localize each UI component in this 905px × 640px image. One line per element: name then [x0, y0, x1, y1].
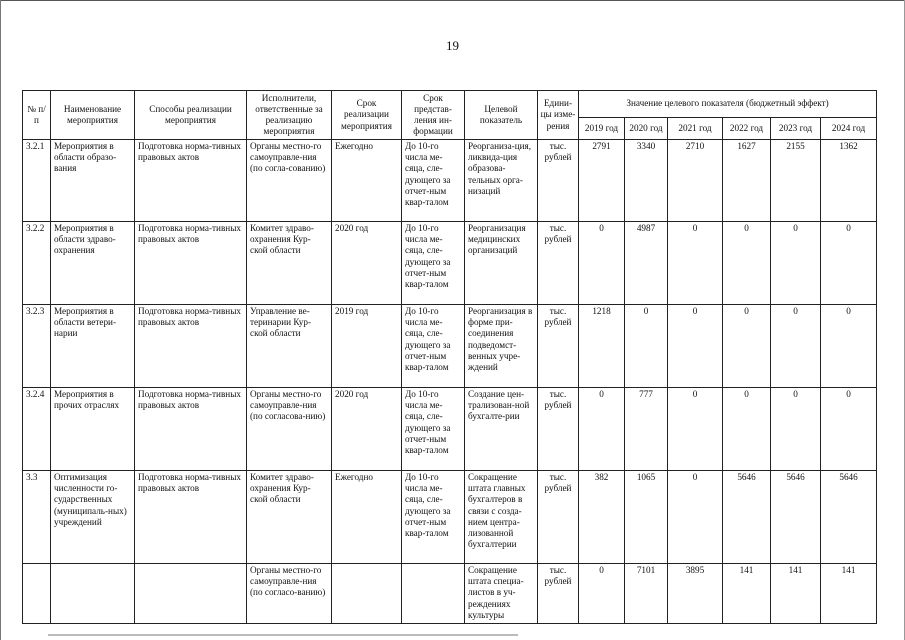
- row-unit: тыс. рублей: [538, 305, 579, 388]
- header-target: Целевой показатель: [465, 91, 538, 140]
- table-row: [23, 305, 877, 388]
- row-num: [23, 564, 51, 624]
- row-value-2021: 3895: [668, 564, 723, 624]
- row-num: 3.3: [23, 471, 51, 564]
- row-methods: [135, 564, 247, 624]
- row-value-2024: 1362: [821, 140, 877, 222]
- header-year: 2024 год: [821, 118, 877, 140]
- page-number: 19: [446, 38, 459, 53]
- row-value-2019: 1218: [579, 305, 625, 388]
- row-value-2023: 141: [771, 564, 821, 624]
- row-methods: Подготовка норма-тивных правовых актов: [135, 388, 247, 471]
- row-value-2024: 0: [821, 388, 877, 471]
- header-info-term: Срок представ-ления ин-формации: [402, 91, 465, 140]
- row-executors: Комитет здраво-охранения Кур-ской области: [247, 222, 332, 305]
- row-term: [332, 564, 402, 624]
- row-info-term: До 10-го числа ме-сяца, сле-дующего за отчет-ным квар-талом: [402, 140, 465, 222]
- row-value-2020: 7101: [625, 564, 668, 624]
- row-value-2019: 2791: [579, 140, 625, 222]
- row-target: Сокращение штата главных бухгалтеров в связи с созда-нием центра-лизованной бухгалтерии: [465, 471, 538, 564]
- row-term: 2020 год: [332, 388, 402, 471]
- row-name: Оптимизация численности го-сударственных (муниципаль-ных) учреждений: [51, 471, 135, 564]
- table-row: [23, 388, 877, 471]
- row-unit: тыс. рублей: [538, 222, 579, 305]
- header-year: 2023 год: [771, 118, 821, 140]
- row-value-2021: 2710: [668, 140, 723, 222]
- page-top-border: [0, 0, 905, 1]
- header-name: Наименование мероприятия: [51, 91, 135, 140]
- row-term: Ежегодно: [332, 471, 402, 564]
- row-unit: тыс. рублей: [538, 388, 579, 471]
- row-num: 3.2.1: [23, 140, 51, 222]
- row-name: Мероприятия в области ветери-нарии: [51, 305, 135, 388]
- header-value-group: Значение целевого показателя (бюджетный эффект): [579, 91, 877, 118]
- row-name: Мероприятия в области образо-вания: [51, 140, 135, 222]
- header-year: 2021 год: [668, 118, 723, 140]
- row-value-2023: 0: [771, 222, 821, 305]
- row-name: Мероприятия в области здраво-охранения: [51, 222, 135, 305]
- row-value-2023: 0: [771, 305, 821, 388]
- row-info-term: До 10-го числа ме-сяца, сле-дующего за отчет-ным квар-талом: [402, 305, 465, 388]
- row-target: Сокращение штата специа-листов в уч-реждениях культуры: [465, 564, 538, 624]
- row-name: Мероприятия в прочих отраслях: [51, 388, 135, 471]
- row-num: 3.2.3: [23, 305, 51, 388]
- row-value-2020: 1065: [625, 471, 668, 564]
- row-info-term: [402, 564, 465, 624]
- row-value-2019: 0: [579, 222, 625, 305]
- row-value-2024: 5646: [821, 471, 877, 564]
- table-row: [23, 140, 877, 222]
- row-methods: Подготовка норма-тивных правовых актов: [135, 140, 247, 222]
- row-unit: тыс. рублей: [538, 471, 579, 564]
- header-year: 2019 год: [579, 118, 625, 140]
- row-value-2022: 0: [723, 222, 771, 305]
- indicator-table: [22, 90, 877, 624]
- row-term: 2019 год: [332, 305, 402, 388]
- row-info-term: До 10-го числа ме-сяца, сле-дующего за отчет-ным квар-талом: [402, 471, 465, 564]
- row-value-2024: 141: [821, 564, 877, 624]
- row-value-2020: 777: [625, 388, 668, 471]
- row-target: Реорганизация медицинских организаций: [465, 222, 538, 305]
- row-methods: Подготовка норма-тивных правовых актов: [135, 471, 247, 564]
- row-value-2022: 141: [723, 564, 771, 624]
- row-unit: тыс. рублей: [538, 564, 579, 624]
- header-methods: Способы реализации мероприятия: [135, 91, 247, 140]
- row-value-2020: 3340: [625, 140, 668, 222]
- row-methods: Подготовка норма-тивных правовых актов: [135, 222, 247, 305]
- row-value-2022: 0: [723, 388, 771, 471]
- row-target: Реорганизация в форме при-соединения подведомст-венных учре-ждений: [465, 305, 538, 388]
- row-executors: Комитет здраво-охранения Кур-ской области: [247, 471, 332, 564]
- row-value-2023: 5646: [771, 471, 821, 564]
- row-value-2022: 0: [723, 305, 771, 388]
- row-value-2019: 382: [579, 471, 625, 564]
- row-info-term: До 10-го числа ме-сяца, сле-дующего за отчет-ным квар-талом: [402, 388, 465, 471]
- header-term: Срок реализации мероприятия: [332, 91, 402, 140]
- table-row: [23, 222, 877, 305]
- header-unit: Едини-цы изме-рения: [538, 91, 579, 140]
- row-value-2021: 0: [668, 388, 723, 471]
- page-left-border: [0, 0, 1, 640]
- row-value-2024: 0: [821, 305, 877, 388]
- row-executors: Органы местно-го самоуправле-ния (по согла-сованию): [247, 140, 332, 222]
- row-value-2023: 2155: [771, 140, 821, 222]
- row-term: 2020 год: [332, 222, 402, 305]
- row-name: [51, 564, 135, 624]
- scan-edge-line: [48, 634, 518, 636]
- row-unit: тыс. рублей: [538, 140, 579, 222]
- header-num: № п/п: [23, 91, 51, 140]
- row-value-2022: 5646: [723, 471, 771, 564]
- row-info-term: До 10-го числа ме-сяца, сле-дующего за отчет-ным квар-талом: [402, 222, 465, 305]
- row-target: Создание цен-трализован-ной бухгалте-рии: [465, 388, 538, 471]
- row-executors: Органы местно-го самоуправле-ния (по согласова-нию): [247, 388, 332, 471]
- row-value-2021: 0: [668, 305, 723, 388]
- row-executors: Органы местно-го самоуправле-ния (по согласо-ванию): [247, 564, 332, 624]
- row-value-2020: 4987: [625, 222, 668, 305]
- row-methods: Подготовка норма-тивных правовых актов: [135, 305, 247, 388]
- row-term: Ежегодно: [332, 140, 402, 222]
- row-value-2021: 0: [668, 222, 723, 305]
- header-executors: Исполнители, ответственные за реализацию мероприятия: [247, 91, 332, 140]
- row-value-2021: 0: [668, 471, 723, 564]
- row-value-2022: 1627: [723, 140, 771, 222]
- row-value-2020: 0: [625, 305, 668, 388]
- row-target: Реорганиза-ция, ликвида-ция образова-тельных орга-низаций: [465, 140, 538, 222]
- row-executors: Управление ве-теринарии Кур-ской области: [247, 305, 332, 388]
- row-value-2024: 0: [821, 222, 877, 305]
- row-num: 3.2.4: [23, 388, 51, 471]
- table-row: [23, 564, 877, 624]
- header-year: 2020 год: [625, 118, 668, 140]
- table-row: [23, 471, 877, 564]
- header-year: 2022 год: [723, 118, 771, 140]
- row-value-2023: 0: [771, 388, 821, 471]
- row-value-2019: 0: [579, 564, 625, 624]
- row-value-2019: 0: [579, 388, 625, 471]
- row-num: 3.2.2: [23, 222, 51, 305]
